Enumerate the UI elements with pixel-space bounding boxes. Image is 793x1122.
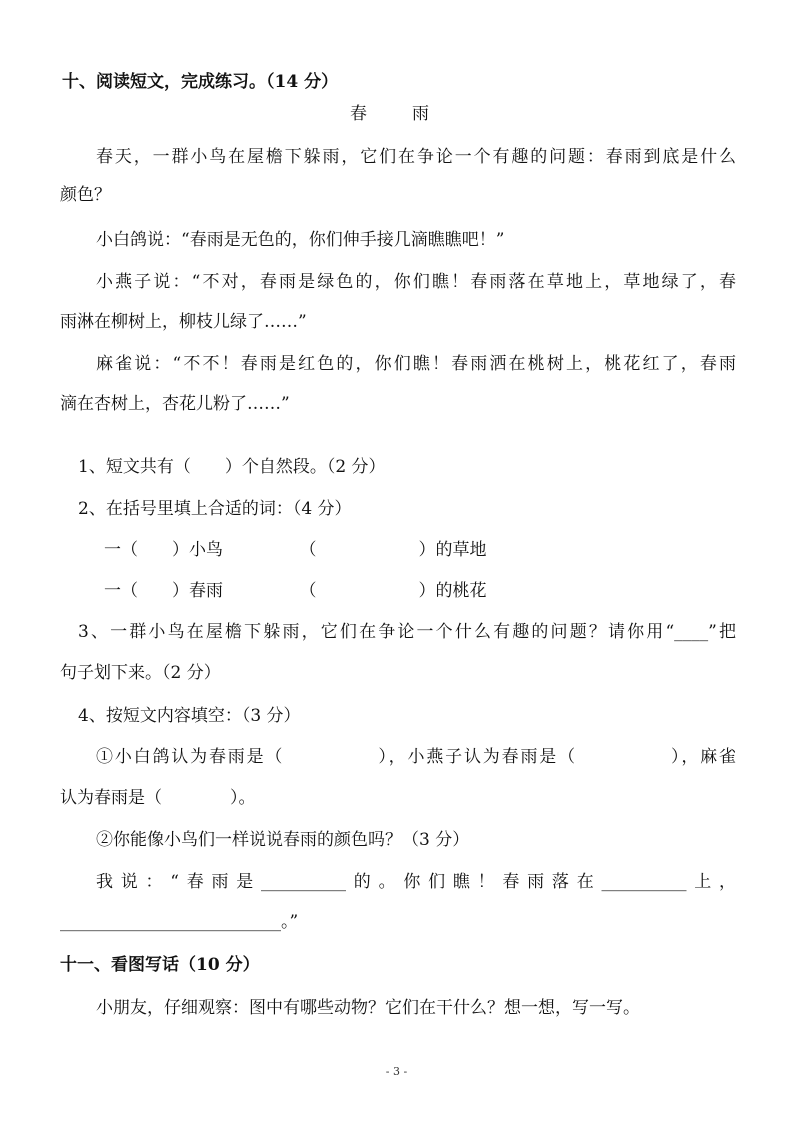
paragraph-2: 小白鸽说：“春雨是无色的，你们伸手接几滴瞧瞧吧！” — [96, 230, 505, 250]
paragraph-4-line-2: 滴在杏树上，杏花儿粉了……” — [60, 394, 290, 414]
question-2: 2、在括号里填上合适的词：（4 分） — [78, 499, 352, 519]
paragraph-1-line-1: 春天，一群小鸟在屋檐下躲雨，它们在争论一个有趣的问题：春雨到底是什么 — [96, 147, 736, 167]
paragraph-1-line-2: 颜色？ — [60, 185, 111, 205]
question-2-row-2: 一（ ）春雨 （ ）的桃花 — [104, 581, 487, 601]
question-4-sub-2: ②你能像小鸟们一样说说春雨的颜色吗？（3 分） — [96, 830, 470, 850]
question-4-sub-1-line-1: ①小白鸽认为春雨是（ ），小燕子认为春雨是（ ），麻雀 — [96, 747, 736, 767]
paragraph-3-line-2: 雨淋在柳树上，柳枝儿绿了……” — [60, 312, 307, 332]
paragraph-4-line-1: 麻雀说：“不不！春雨是红色的，你们瞧！春雨洒在桃树上，桃花红了，春雨 — [96, 354, 736, 374]
story-title: 春 雨 — [350, 104, 443, 124]
question-1: 1、短文共有（ ）个自然段。（2 分） — [78, 457, 386, 477]
question-4-sub-2-line-2: __________________________。” — [60, 912, 299, 932]
question-3-line-2: 句子划下来。（2 分） — [60, 663, 221, 683]
question-3-line-1: 3、一群小鸟在屋檐下躲雨，它们在争论一个什么有趣的问题？请你用“____”把 — [78, 622, 736, 642]
section-11-prompt: 小朋友，仔细观察：图中有哪些动物？它们在干什么？想一想，写一写。 — [96, 998, 640, 1018]
page-number: - 3 - — [385, 1065, 408, 1078]
paragraph-3-line-1: 小燕子说：“不对，春雨是绿色的，你们瞧！春雨落在草地上，草地绿了，春 — [96, 272, 736, 292]
section-11-heading: 十一、看图写话（10 分） — [60, 955, 260, 975]
question-2-row-1: 一（ ）小鸟 （ ）的草地 — [104, 540, 487, 560]
section-10-heading: 十、阅读短文，完成练习。（14 分） — [62, 72, 339, 92]
question-4: 4、按短文内容填空：（3 分） — [78, 706, 301, 726]
question-4-sub-2-line-1: 我说：“春雨是__________的。你们瞧！春雨落在__________上， — [96, 872, 736, 892]
question-4-sub-1-line-2: 认为春雨是（ ）。 — [60, 788, 256, 808]
